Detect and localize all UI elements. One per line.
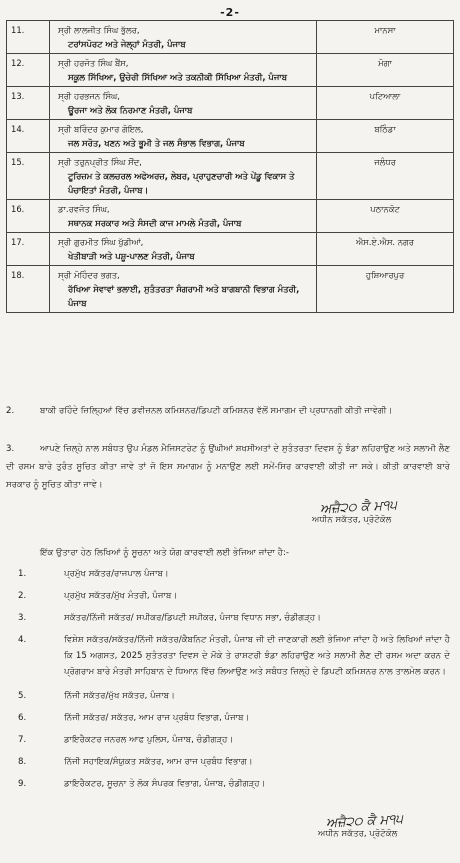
minister-name: ਸ੍ਰੀ ਬਰਿੰਦਰ ਕੁਮਾਰ ਗੋਇਲ,	[58, 124, 144, 134]
table-row	[7, 120, 454, 153]
signature-scrawl: ਅਜ਼ੈ੨੦ ਕੈ ਮ੧੫	[325, 811, 404, 832]
minister-portfolio: ਜਲ ਸਰੋਤ, ਖਣਨ ਅਤੇ ਭੂਮੀ ਤੇ ਜਲ ਸੰਭਾਲ ਵਿਭਾਗ, ਪੰਜਾਬ	[68, 138, 245, 148]
minister-portfolio: ਸਥਾਨਕ ਸਰਕਾਰ ਅਤੇ ਸੰਸਦੀ ਕਾਜ ਮਾਮਲੇ ਮੰਤਰੀ, ਪੰਜਾਬ	[68, 218, 242, 228]
recipient-text: ਪ੍ਰਮੁੱਖ ਸਕੱਤਰ/ਰਾਜਪਾਲ ਪੰਜਾਬ।	[64, 569, 169, 579]
paragraph-2	[6, 402, 450, 420]
recipient-text: ਪ੍ਰਮੁੱਖ ਸਕੱਤਰ/ਮੁੱਖ ਮੰਤਰੀ, ਪੰਜਾਬ।	[64, 591, 178, 601]
district-cell: ਐਸ.ਏ.ਐਸ. ਨਗਰ	[317, 233, 454, 266]
recipient-number: 3.	[18, 613, 27, 623]
signature-date: ਮ੧੫	[373, 497, 398, 515]
recipient-item	[6, 776, 450, 792]
page-number: -2-	[220, 6, 240, 19]
recipient-number: 7.	[18, 735, 27, 745]
minister-cell	[50, 233, 317, 266]
paragraph-3	[6, 440, 450, 494]
minister-name: ਡਾ.ਰਵਜੋਤ ਸਿੰਘ,	[58, 204, 110, 214]
minister-cell	[50, 200, 317, 233]
district-cell: ਪਠਾਨਕੋਟ	[317, 200, 454, 233]
paragraph-number: 3.	[6, 444, 15, 454]
minister-name: ਸ੍ਰੀ ਲਾਲਜੀਤ ਸਿੰਘ ਭੁੱਲਰ,	[58, 25, 140, 35]
ministers-table	[6, 20, 454, 313]
recipient-text: ਨਿੱਜੀ ਸਹਾਇਕ/ਸੰਯੁਕਤ ਸਕੱਤਰ, ਆਮ ਰਾਜ ਪ੍ਰਬੰਧ ਵਿਭਾਗ।	[64, 757, 253, 767]
row-number: 12.	[7, 54, 50, 87]
row-number: 16.	[7, 200, 50, 233]
row-number: 15.	[7, 153, 50, 200]
table-row	[7, 54, 454, 87]
minister-name: ਸ੍ਰੀ ਹਰਭਜਨ ਸਿੰਘ,	[58, 91, 120, 101]
table-row	[7, 233, 454, 266]
district-cell: ਬਠਿੰਡਾ	[317, 120, 454, 153]
signature-block-1	[312, 497, 398, 525]
recipient-item	[6, 688, 450, 704]
table-row	[7, 87, 454, 120]
district-cell: ਮਾਨਸਾ	[317, 21, 454, 54]
minister-portfolio: ਊਰਜਾ ਅਤੇ ਲੋਕ ਨਿਰਮਾਣ ਮੰਤਰੀ, ਪੰਜਾਬ	[68, 105, 193, 115]
minister-portfolio: ਰੱਖਿਆ ਸੇਵਾਵਾਂ ਭਲਾਈ, ਸੁਤੰਤਰਤਾ ਸੰਗਰਾਮੀ ਅਤੇ ਬਾਗਬਾਨੀ ਵਿਭਾਗ ਮੰਤਰੀ, ਪੰਜਾਬ	[68, 284, 300, 308]
recipient-number: 2.	[18, 591, 27, 601]
recipient-text: ਡਾਇਰੈਕਟਰ, ਸੂਚਨਾ ਤੇ ਲੋਕ ਸੰਪਰਕ ਵਿਭਾਗ, ਪੰਜਾਬ, ਚੰਡੀਗੜ੍ਹ।	[64, 779, 266, 789]
paragraph-text: ਬਾਕੀ ਰਹਿੰਦੇ ਜ਼ਿਲ੍ਹਿਆਂ ਵਿੱਚ ਡਵੀਜ਼ਨਲ ਕਮਿਸ਼ਨਰ/ਡਿਪਟੀ ਕਮਿਸ਼ਨਰ ਵੱਲੋਂ ਸਮਾਗਮ ਦੀ ਪ੍ਰਧਾਨਗੀ ਕੀਤੀ ਜਾਵੇਗੀ।	[40, 406, 393, 416]
recipient-item	[6, 710, 450, 726]
signature-title: ਅਧੀਨ ਸਕੱਤਰ, ਪ੍ਰੋਟੋਕੋਲ	[312, 515, 392, 525]
recipient-number: 4.	[18, 635, 27, 645]
recipient-number: 9.	[18, 779, 27, 789]
row-number: 11.	[7, 21, 50, 54]
minister-portfolio: ਖੇਤੀਬਾੜੀ ਅਤੇ ਪਸ਼ੂ-ਪਾਲਣ ਮੰਤਰੀ, ਪੰਜਾਬ	[68, 251, 195, 261]
recipient-number: 8.	[18, 757, 27, 767]
recipient-item	[6, 566, 450, 582]
minister-name: ਸ੍ਰੀ ਤਰੁਨਪ੍ਰੀਤ ਸਿੰਘ ਸੌਂਦ,	[58, 157, 142, 167]
paragraph-text: ਆਪਣੇ ਜ਼ਿਲ੍ਹੇ ਨਾਲ ਸਬੰਧਤ ਉਪ ਮੰਡਲ ਮੈਜਿਸਟਰੇਟ ਨੂੰ ਉਂਘੀਆਂ ਸ਼ਖਸੀਅਤਾਂ ਦੇ ਸੁਤੰਤਰਤਾ ਦਿਵਸ ਨੂੰ ਝੰਡਾ ਲਹਿਰਾਉਣ ਅਤੇ ਸਲਾਮੀ ਲੈਣ ਦੀ ਰਸਮ ਬਾਰੇ ਤੁਰੰਤ ਸੂਚਿਤ ਕੀਤਾ ਜਾਵੇ ਤਾਂ ਜੋ ਇਸ ਸਮਾਗਮ ਨੂੰ ਮਨਾਉਣ ਲਈ ਸਮੇਂ-ਸਿਰ ਕਾਰਵਾਈ ਕੀਤੀ ਜਾ ਸਕੇ। ਕੀਤੀ ਕਾਰਵਾਈ ਬਾਰੇ ਸਰਕਾਰ ਨੂੰ ਸੂਚਿਤ ਕੀਤਾ ਜਾਵੇ।	[6, 444, 450, 490]
recipient-item	[6, 588, 450, 604]
recipient-item	[6, 632, 450, 680]
signature-date: ਮ੧੫	[379, 811, 404, 829]
minister-cell	[50, 153, 317, 200]
paragraph-number: 2.	[6, 406, 15, 416]
table-row	[7, 200, 454, 233]
district-cell: ਹੁਸ਼ਿਆਰਪੁਰ	[317, 266, 454, 313]
minister-cell	[50, 87, 317, 120]
signature-title: ਅਧੀਨ ਸਕੱਤਰ, ਪ੍ਰੋਟੋਕੋਲ	[318, 829, 398, 839]
recipient-text: ਸਕੱਤਰ/ਨਿੱਜੀ ਸਕੱਤਰ/ ਸਪੀਕਰ/ਡਿਪਟੀ ਸਪੀਕਰ, ਪੰਜਾਬ ਵਿਧਾਨ ਸਭਾ, ਚੰਡੀਗੜ੍ਹ।	[64, 613, 321, 623]
recipient-item	[6, 754, 450, 770]
recipient-item	[6, 732, 450, 748]
minister-portfolio: ਟਰਾਂਸਪੋਰਟ ਅਤੇ ਜੇਲ੍ਹਾਂ ਮੰਤਰੀ, ਪੰਜਾਬ	[68, 39, 186, 49]
row-number: 17.	[7, 233, 50, 266]
row-number: 14.	[7, 120, 50, 153]
recipient-item	[6, 610, 450, 626]
recipient-text: ਨਿੱਜੀ ਸਕੱਤਰ/ਮੁੱਖ ਸਕੱਤਰ, ਪੰਜਾਬ।	[64, 691, 175, 701]
minister-portfolio: ਸਕੂਲ ਸਿੱਖਿਆ, ਉਚੇਰੀ ਸਿੱਖਿਆ ਅਤੇ ਤਕਨੀਕੀ ਸਿੱਖਿਆ ਮੰਤਰੀ, ਪੰਜਾਬ	[68, 72, 287, 82]
recipient-list	[6, 566, 450, 798]
recipient-number: 6.	[18, 713, 27, 723]
minister-cell	[50, 54, 317, 87]
minister-name: ਸ੍ਰੀ ਗੁਰਮੀਤ ਸਿੰਘ ਖੁੱਡੀਆਂ,	[58, 237, 144, 247]
minister-cell	[50, 21, 317, 54]
table-row	[7, 21, 454, 54]
distribution-intro: ਇੱਕ ਉਤਾਰਾ ਹੇਠ ਲਿਖਿਆਂ ਨੂੰ ਸੂਚਨਾ ਅਤੇ ਯੋਗ ਕਾਰਵਾਈ ਲਈ ਭੇਜਿਆ ਜਾਂਦਾ ਹੈ:-	[40, 548, 289, 558]
signature-block-2	[318, 811, 404, 839]
signature-scrawl: ਅਜ਼ੈ੨੦ ਕੈ ਮ੧੫	[319, 497, 398, 518]
minister-name: ਸ੍ਰੀ ਹਰਜੋਤ ਸਿੰਘ ਬੈਂਸ,	[58, 58, 129, 68]
district-cell: ਪਟਿਆਲਾ	[317, 87, 454, 120]
minister-name: ਸ੍ਰੀ ਮੋਹਿੰਦਰ ਭਗਤ,	[58, 270, 120, 280]
table-row	[7, 153, 454, 200]
minister-cell	[50, 120, 317, 153]
row-number: 18.	[7, 266, 50, 313]
row-number: 13.	[7, 87, 50, 120]
table-row	[7, 266, 454, 313]
recipient-number: 5.	[18, 691, 27, 701]
district-cell: ਮੋਗਾ	[317, 54, 454, 87]
recipient-text: ਡਾਇਰੈਕਟਰ ਜਨਰਲ ਆਫ ਪੁਲਿਸ, ਪੰਜਾਬ, ਚੰਡੀਗੜ੍ਹ।	[64, 735, 234, 745]
recipient-number: 1.	[18, 569, 27, 579]
district-cell: ਜਲੰਧਰ	[317, 153, 454, 200]
minister-portfolio: ਟੂਰਿਜ਼ਮ ਤੇ ਕਲਚਰਲ ਅਫੇਅਰਜ਼, ਲੇਬਰ, ਪ੍ਰਾਹੁਣਚਾਰੀ ਅਤੇ ਪੇਂਡੂ ਵਿਕਾਸ ਤੇ ਪੰਚਾਇਤਾਂ ਮੰਤਰੀ, ਪੰਜਾਬ।	[68, 171, 295, 195]
minister-cell	[50, 266, 317, 313]
recipient-text: ਵਿਸ਼ੇਸ਼ ਸਕੱਤਰ/ਸਕੱਤਰ/ਨਿੱਜੀ ਸਕੱਤਰ/ਕੈਬਨਿਟ ਮੰਤਰੀ, ਪੰਜਾਬ ਜੀ ਦੀ ਜਾਣਕਾਰੀ ਲਈ ਭੇਜਿਆ ਜਾਂਦਾ ਹੈ ਅਤੇ ਲਿਖਿਆਂ ਜਾਂਦਾ ਹੈ ਕਿ 15 ਅਗਸਤ, 2025 ਸੁਤੰਤਰਤਾ ਦਿਵਸ ਦੇ ਮੌਕੇ ਤੇ ਰਾਸ਼ਟਰੀ ਝੰਡਾ ਲਹਿਰਾਉਣ ਅਤੇ ਸਲਾਮੀ ਲੈਣ ਦੀ ਰਸਮ ਅਦਾ ਕਰਨ ਦੇ ਪ੍ਰੋਗਰਾਮ ਬਾਰੇ ਮੰਤਰੀ ਸਾਹਿਬਾਨ ਦੇ ਧਿਆਨ ਵਿੱਚ ਲਿਆਉਣ ਅਤੇ ਸਬੰਧਤ ਜ਼ਿਲ੍ਹੇ ਦੇ ਡਿਪਟੀ ਕਮਿਸ਼ਨਰ ਨਾਲ ਤਾਲਮੇਲ ਕਰਨ।	[64, 635, 450, 677]
recipient-text: ਨਿੱਜੀ ਸਕੱਤਰ/ ਸਕੱਤਰ, ਆਮ ਰਾਜ ਪ੍ਰਬੰਧ ਵਿਭਾਗ, ਪੰਜਾਬ।	[64, 713, 250, 723]
